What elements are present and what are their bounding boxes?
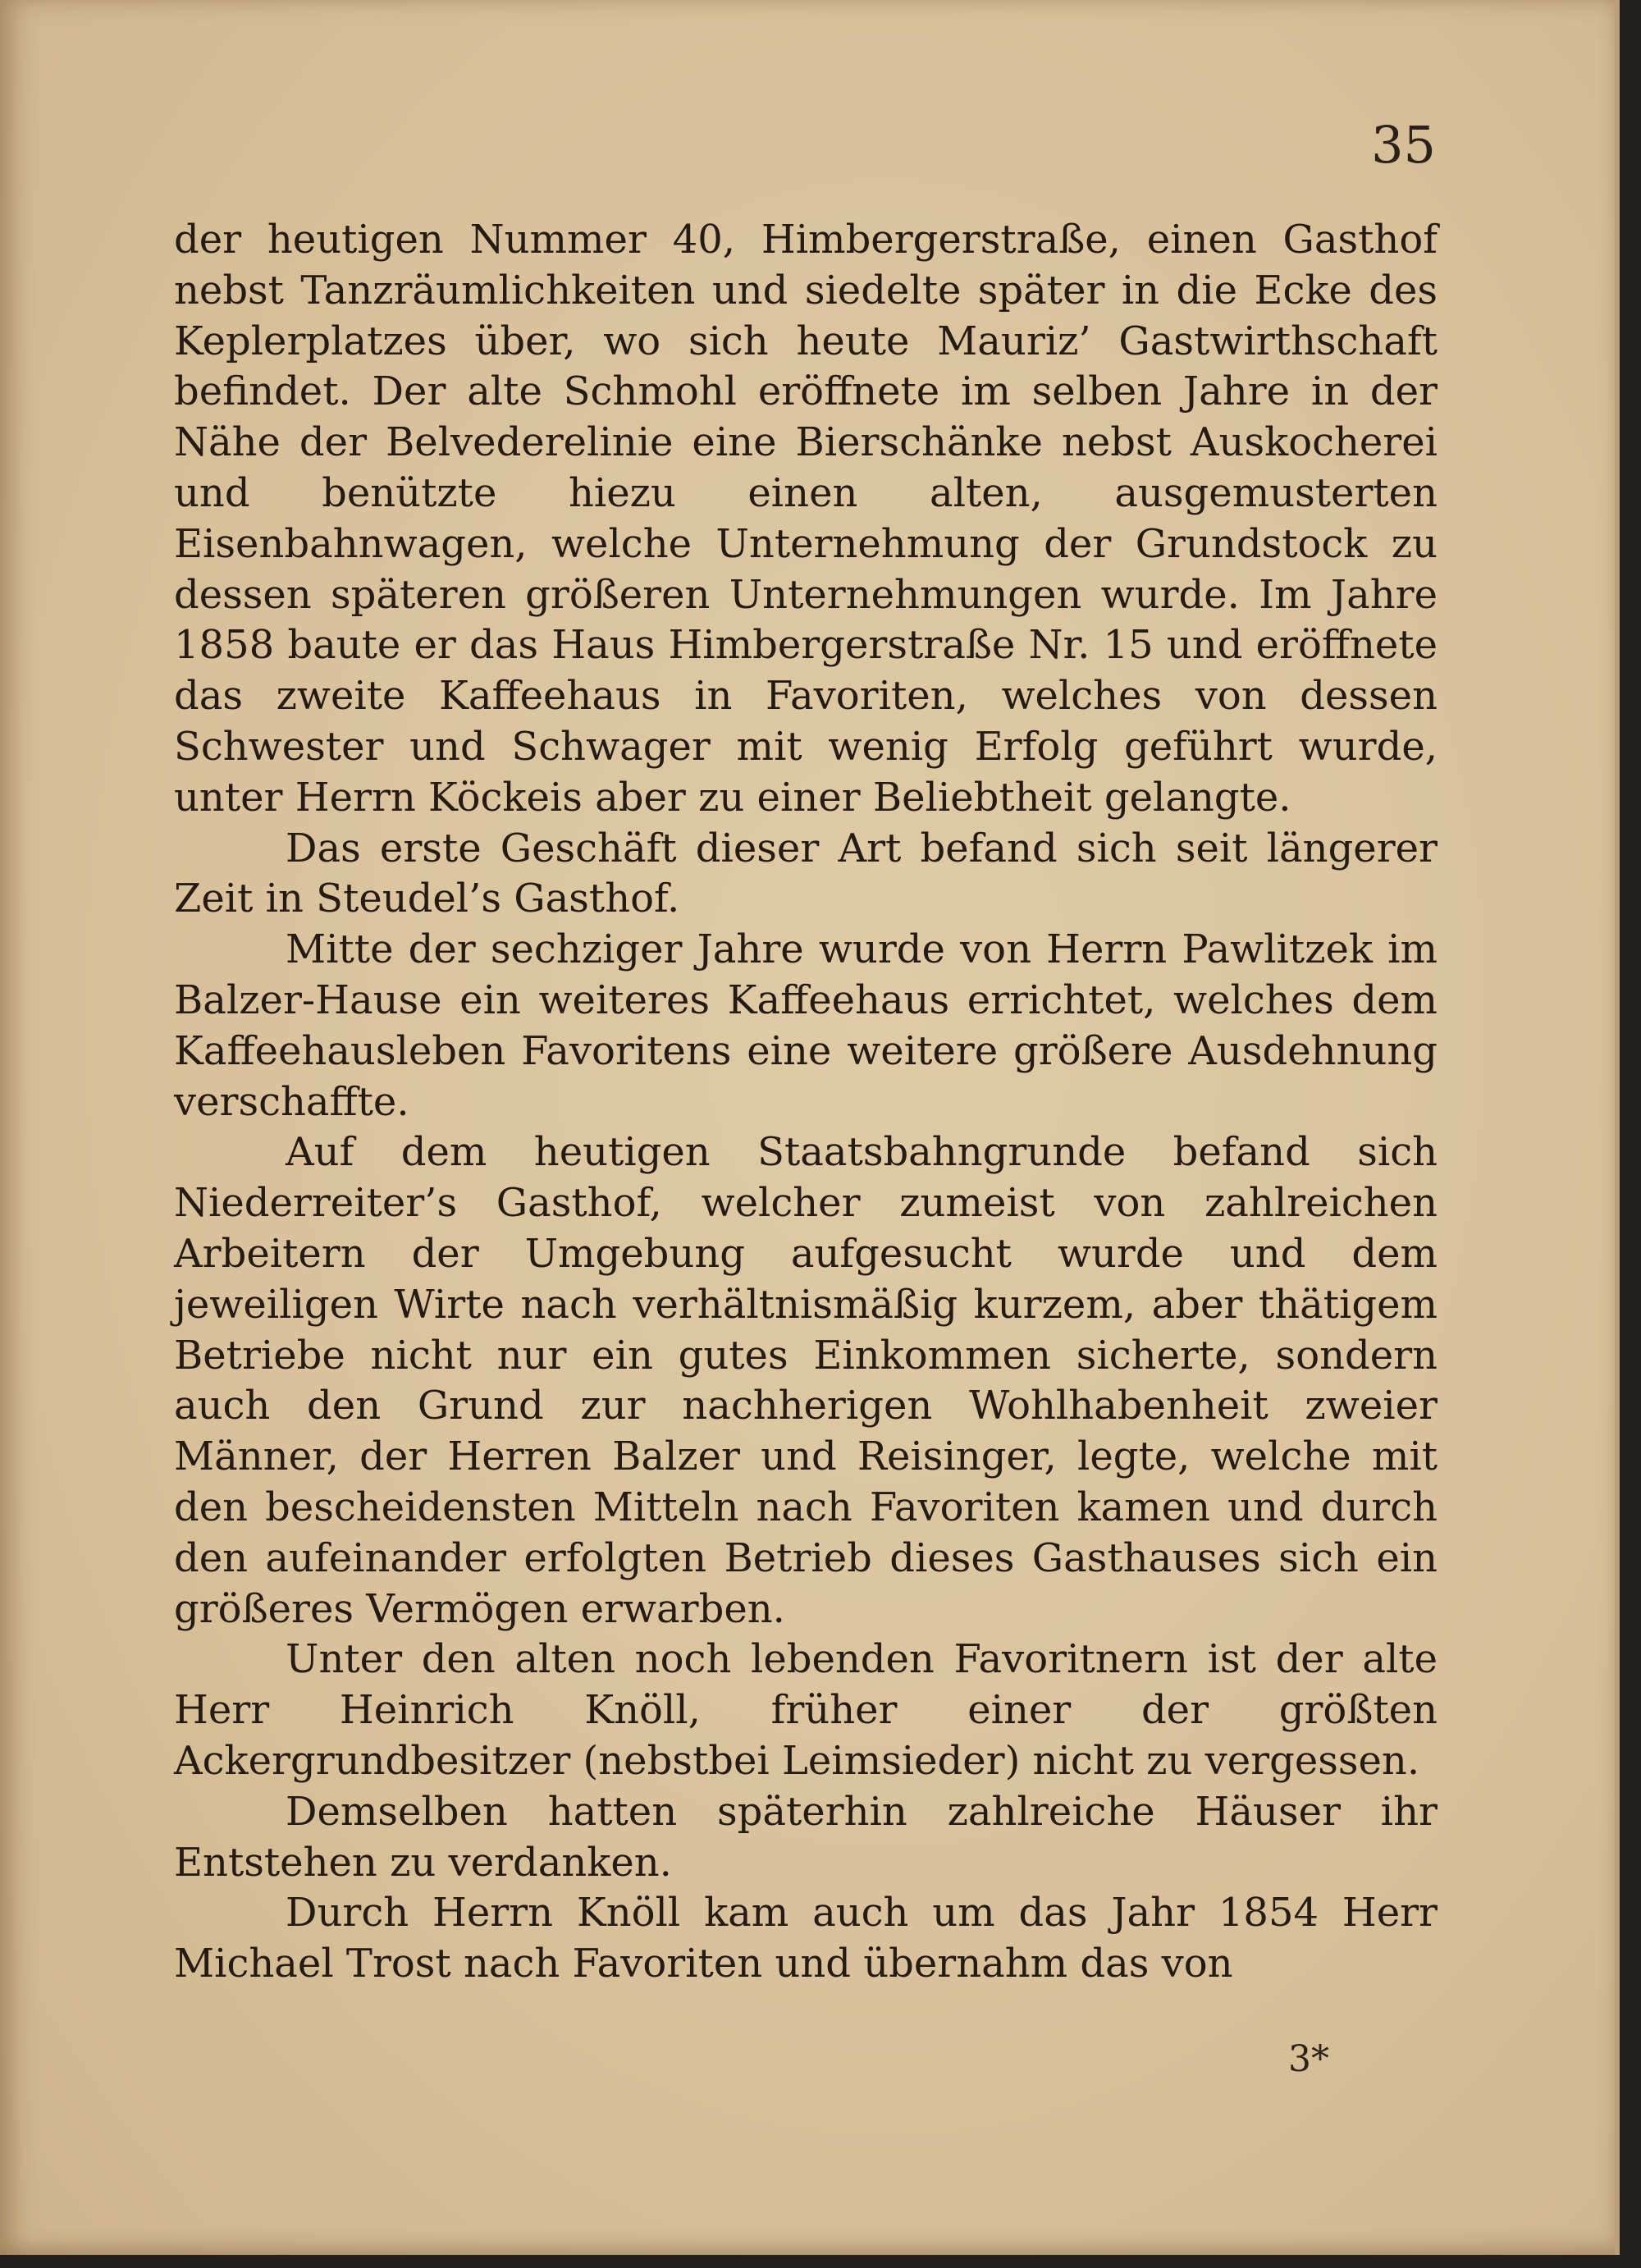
signature-mark: 3*: [1288, 2038, 1329, 2080]
paragraph-2: Das erste Geschäft dieser Art befand sich seit längerer Zeit in Steudel’s Gasthof.: [174, 825, 1438, 922]
paragraph-5: Unter den alten noch lebenden Favoritnern ist der alte Herr Heinrich Knöll, früher einer der größten Ackergrundbesitzer (nebstbei Leimsieder) nicht zu vergessen.: [174, 1636, 1438, 1784]
paragraph-4: Auf dem heutigen Staatsbahngrunde befand sich Niederreiter’s Gasthof, welcher zumeist von zahlreichen Arbeitern der Umgebung aufgesucht wurde und dem jeweiligen Wirte nach verhältnismäßig kurzem, aber thätigem Betriebe nicht nur ein gutes Einkommen sicherte, sondern auch den Grund zur nachherigen Wohlhabenheit zweier Männer, der Herren Balzer und Reisinger, legte, welche mit den bescheidensten Mitteln nach Favoriten kamen und durch den aufeinander erfolgten Betrieb dieses Gasthauses sich ein größeres Vermögen erwarben.: [174, 1129, 1438, 1632]
page-number: 35: [1371, 115, 1436, 175]
paragraph-3: Mitte der sechziger Jahre wurde von Herrn Pawlitzek im Balzer-Hause ein weiteres Kaffeehaus errichtet, welches dem Kaffeehausleben Favoritens eine weitere größere Ausdehnung verschaffte.: [174, 926, 1438, 1125]
paragraph-6: Demselben hatten späterhin zahlreiche Häuser ihr Entstehen zu verdanken.: [174, 1788, 1438, 1886]
paragraph-1: der heutigen Nummer 40, Himbergerstraße, einen Gasthof nebst Tanzräumlichkeiten und siedelte später in die Ecke des Keplerplatzes über, wo sich heute Mauriz’ Gastwirthschaft befindet. Der alte Schmohl eröffnete im selben Jahre in der Nähe der Belvederelinie eine Bierschänke nebst Auskocherei und benützte hiezu einen alten, ausgemusterten Eisenbahnwagen, welche Unternehmung der Grundstock zu dessen späteren größeren Unternehmungen wurde. Im Jahre 1858 baute er das Haus Himbergerstraße Nr. 15 und eröffnete das zweite Kaffeehaus in Favoriten, welches von dessen Schwester und Schwager mit wenig Erfolg geführt wurde, unter Herrn Köckeis aber zu einer Beliebtheit gelangte.: [174, 217, 1438, 821]
body-text: [174, 215, 1438, 1990]
paragraph-7: Durch Herrn Knöll kam auch um das Jahr 1854 Herr Michael Trost nach Favoriten und übernahm das von: [174, 1890, 1438, 1987]
